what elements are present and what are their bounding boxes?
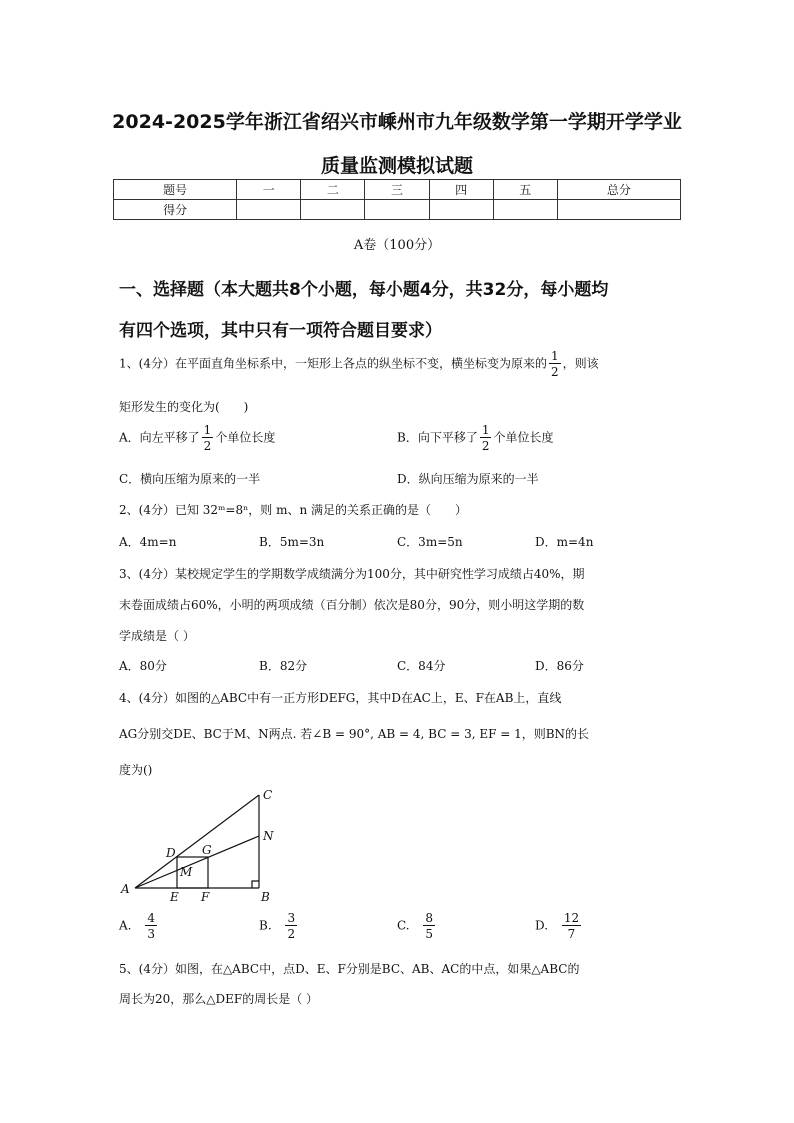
q1-option-b-fraction — [480, 424, 492, 452]
score-cell[interactable] — [301, 200, 365, 220]
q4-option-d-num: 12 — [563, 911, 580, 925]
score-cell[interactable] — [493, 200, 557, 220]
q4-option-d-fraction — [562, 912, 581, 940]
q1-text-a: 1、(4分）在平面直角坐标系中，一矩形上各点的纵坐标不变，横坐标变为原来的 — [119, 356, 547, 371]
q1-option-a[interactable] — [119, 424, 275, 452]
part1-heading-line-1: 一、选择题（本大题共8个小题，每小题4分，共32分，每小题均 — [119, 280, 609, 300]
q2-option-d[interactable]: D．m=4n — [535, 535, 594, 549]
label-d: D — [166, 846, 176, 860]
q4-option-b-label: B. — [259, 918, 272, 933]
score-header-cell: 四 — [429, 180, 493, 200]
q1-option-c[interactable]: C．横向压缩为原来的一半 — [119, 472, 261, 486]
q1-line-2: 矩形发生的变化为( ) — [119, 400, 249, 414]
q4-option-c[interactable] — [397, 912, 437, 940]
q2-text: 2、(4分）已知 32ᵐ=8ⁿ，则 m、n 满足的关系正确的是（ ） — [119, 503, 468, 517]
line-agn — [135, 836, 259, 888]
q1-option-b-num: 1 — [481, 423, 490, 437]
score-table-score-row — [114, 200, 681, 220]
part1-heading-line-2: 有四个选项，其中只有一项符合题目要求） — [119, 321, 442, 341]
q5-line-1: 5、(4分）如图，在△ABC中，点D、E、F分别是BC、AB、AC的中点，如果△ABC的 — [119, 962, 580, 976]
score-cell[interactable] — [429, 200, 493, 220]
q1-fraction — [549, 350, 561, 378]
label-a: A — [121, 882, 130, 896]
q1-option-b[interactable] — [397, 424, 553, 452]
q4-line-3: 度为() — [119, 763, 153, 777]
q4-option-c-num: 8 — [425, 911, 434, 925]
score-table — [113, 179, 681, 220]
q1-frac-den: 2 — [550, 365, 559, 379]
q3-line-2: 末卷面成绩占60%，小明的两项成绩（百分制）依次是80分，90分，则小明这学期的数 — [119, 598, 585, 612]
q4-option-b[interactable] — [259, 912, 299, 940]
q2-option-b[interactable]: B．5m=3n — [259, 535, 325, 549]
q1-option-a-post: 个单位长度 — [215, 430, 276, 445]
q3-option-b[interactable]: B．82分 — [259, 659, 308, 673]
exam-title-line-1: 2024-2025学年浙江省绍兴市嵊州市九年级数学第一学期开学学业 — [112, 111, 682, 133]
q4-option-a-fraction — [145, 912, 157, 940]
score-cell[interactable] — [557, 200, 680, 220]
q4-option-a[interactable] — [119, 912, 159, 940]
q4-line-2: AG分别交DE、BC于M、N两点. 若∠B = 90°, AB = 4, BC = 3, EF = 1，则BN的长 — [119, 727, 590, 741]
q1-text-b: ，则该 — [562, 356, 599, 371]
q1-line-1 — [119, 350, 599, 378]
score-table-header-row — [114, 180, 681, 200]
score-header-cell: 一 — [237, 180, 301, 200]
q1-option-a-den: 2 — [203, 439, 212, 453]
score-header-cell: 二 — [301, 180, 365, 200]
score-cell[interactable] — [237, 200, 301, 220]
q4-option-a-den: 3 — [147, 927, 155, 941]
q4-option-b-den: 2 — [287, 927, 296, 941]
label-f: F — [201, 890, 210, 904]
label-m: M — [180, 865, 193, 879]
q4-option-b-num: 3 — [287, 911, 296, 925]
q4-option-b-fraction — [285, 912, 297, 940]
q3-line-1: 3、(4分）某校规定学生的学期数学成绩满分为100分，其中研究性学习成绩占40%，期 — [119, 567, 585, 581]
score-header-cell: 五 — [493, 180, 557, 200]
score-header-cell: 题号 — [114, 180, 237, 200]
q1-option-b-post: 个单位长度 — [493, 430, 554, 445]
q1-option-a-num: 1 — [203, 423, 212, 437]
label-e: E — [170, 890, 179, 904]
label-g: G — [202, 843, 212, 857]
label-b: B — [261, 890, 270, 904]
score-cell[interactable] — [365, 200, 429, 220]
q4-option-a-label: A. — [119, 918, 132, 933]
q4-option-d-den: 7 — [567, 927, 576, 941]
q4-option-d-label: D. — [535, 918, 549, 933]
q4-triangle-figure — [118, 787, 288, 907]
q1-option-a-pre: A．向左平移了 — [119, 430, 200, 445]
q5-line-2: 周长为20，那么△DEF的周长是（ ） — [119, 992, 319, 1006]
label-c: C — [263, 788, 273, 802]
section-a-heading: A卷（100分） — [353, 238, 441, 253]
q2-option-c[interactable]: C．3m=5n — [397, 535, 463, 549]
q1-option-b-pre: B．向下平移了 — [397, 430, 478, 445]
score-row-label: 得分 — [114, 200, 237, 220]
q3-option-a[interactable]: A．80分 — [119, 659, 167, 673]
q4-option-d[interactable] — [535, 912, 583, 940]
q4-line-1: 4、(4分）如图的△ABC中有一正方形DEFG，其中D在AC上，E、F在AB上，直线 — [119, 691, 562, 705]
q1-option-d[interactable]: D．纵向压缩为原来的一半 — [397, 472, 539, 486]
q3-option-c[interactable]: C．84分 — [397, 659, 446, 673]
q4-option-c-label: C. — [397, 918, 410, 933]
q1-frac-num: 1 — [550, 349, 559, 363]
exam-title-line-2: 质量监测模拟试题 — [320, 155, 473, 177]
q4-option-c-den: 5 — [425, 927, 434, 941]
segment-ac — [135, 795, 259, 888]
label-n: N — [263, 829, 274, 843]
right-angle-mark — [252, 881, 259, 888]
q1-option-a-fraction — [202, 424, 214, 452]
q4-option-a-num: 4 — [147, 911, 155, 925]
q2-option-a[interactable]: A．4m=n — [119, 535, 177, 549]
score-header-cell: 三 — [365, 180, 429, 200]
score-header-cell: 总分 — [557, 180, 680, 200]
q4-option-c-fraction — [423, 912, 435, 940]
q3-line-3: 学成绩是（ ） — [119, 629, 195, 643]
q3-option-d[interactable]: D．86分 — [535, 659, 584, 673]
q1-option-b-den: 2 — [481, 439, 490, 453]
